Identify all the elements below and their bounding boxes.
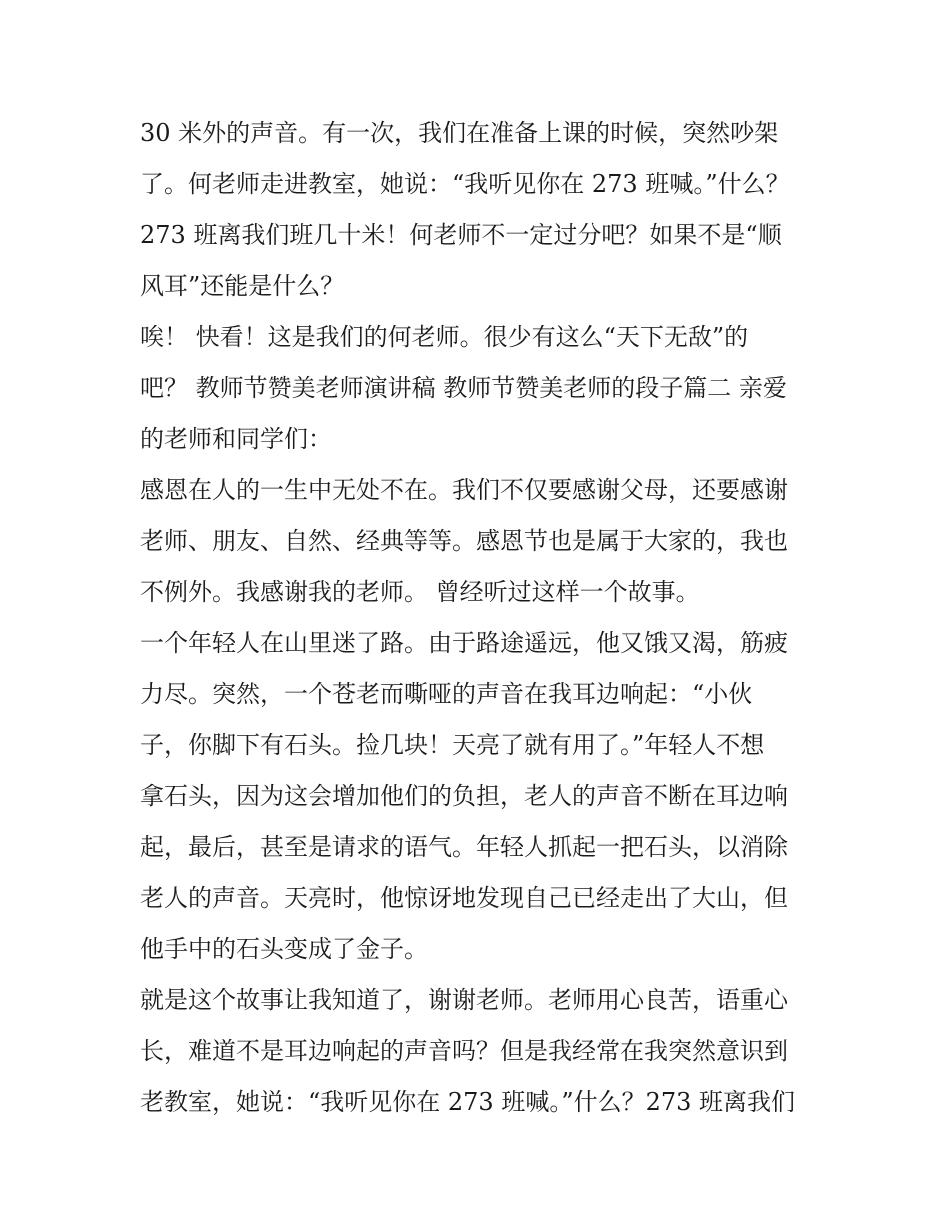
text-line: 的老师和同学们： bbox=[140, 425, 332, 453]
text-line: 吧？ 教师节赞美老师演讲稿 教师节赞美老师的段子篇二 亲爱 bbox=[140, 374, 787, 402]
text-line: 30 米外的声音。有一次，我们在准备上课的时候，突然吵架 bbox=[140, 119, 779, 147]
text-line: 273 班离我们班几十米！何老师不一定过分吧？如果不是“顺 bbox=[140, 221, 782, 249]
text-line: 力尽。突然，一个苍老而嘶哑的声音在我耳边响起：“小伙 bbox=[140, 680, 753, 708]
text-line: 长，难道不是耳边响起的声音吗？但是我经常在我突然意识到 bbox=[140, 1037, 788, 1065]
text-line: 唉！ 快看！这是我们的何老师。很少有这么“天下无敌”的 bbox=[140, 323, 749, 351]
text-line: 老教室，她说：“我听见你在 273 班喊。”什么？273 班离我们 bbox=[140, 1088, 796, 1116]
text-line: 就是这个故事让我知道了，谢谢老师。老师用心良苦，语重心 bbox=[140, 986, 788, 1014]
text-line: 不例外。我感谢我的老师。 曾经听过这样一个故事。 bbox=[140, 578, 700, 606]
text-line: 子，你脚下有石头。捡几块！天亮了就有用了。”年轻人不想 bbox=[140, 731, 765, 759]
text-line: 老师、朋友、自然、经典等等。感恩节也是属于大家的，我也 bbox=[140, 527, 788, 555]
text-line: 拿石头，因为这会增加他们的负担，老人的声音不断在耳边响 bbox=[140, 782, 788, 810]
body-text bbox=[140, 108, 820, 1128]
text-line: 老人的声音。天亮时，他惊讶地发现自己已经走出了大山，但 bbox=[140, 884, 788, 912]
text-line: 了。何老师走进教室，她说：“我听见你在 273 班喊。”什么？ bbox=[140, 170, 790, 198]
text-line: 他手中的石头变成了金子。 bbox=[140, 935, 428, 963]
text-line: 感恩在人的一生中无处不在。我们不仅要感谢父母，还要感谢 bbox=[140, 476, 788, 504]
text-line: 起，最后，甚至是请求的语气。年轻人抓起一把石头，以消除 bbox=[140, 833, 788, 861]
text-line: 一个年轻人在山里迷了路。由于路途遥远，他又饿又渴，筋疲 bbox=[140, 629, 788, 657]
text-line: 风耳”还能是什么？ bbox=[140, 272, 345, 300]
